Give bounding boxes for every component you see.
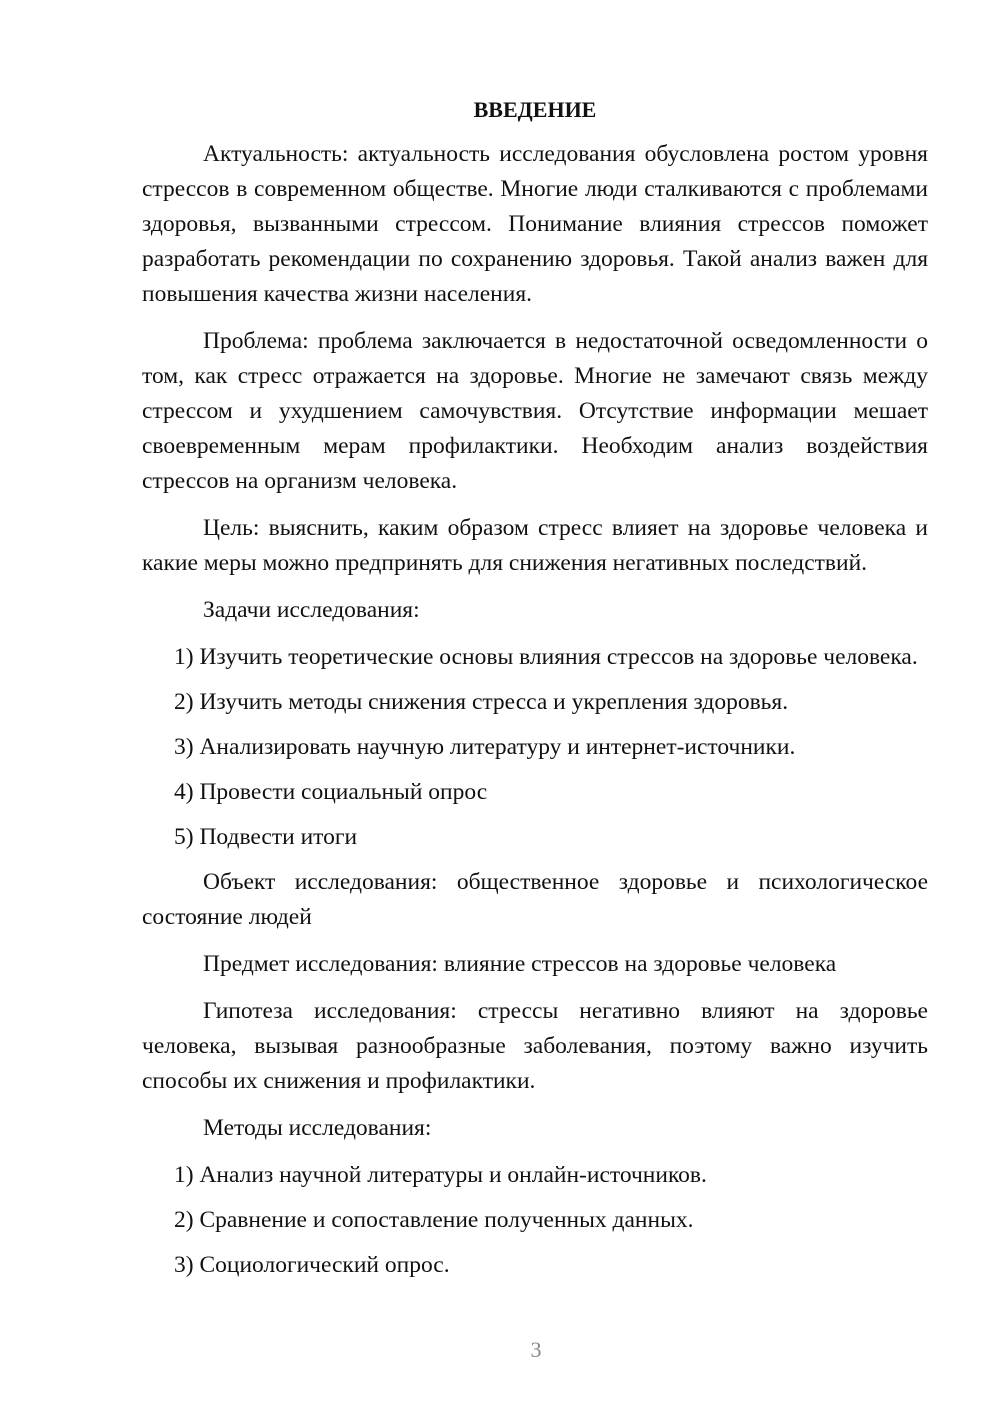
task-item: 2) Изучить методы снижения стресса и укрепления здоровья.	[174, 689, 789, 715]
methods-heading: Методы исследования:	[203, 1115, 432, 1141]
problem-paragraph: Проблема: проблема заключается в недостаточной осведомленности о том, как стресс отражается на здоровье. Многие не замечают связь между стрессом и ухудшением самочувствия. Отсутствие информации мешает своевременным мерам профилактики. Необходим анализ воздействия стрессов на организм человека.	[142, 328, 928, 494]
task-item: 4) Провести социальный опрос	[174, 779, 488, 805]
task-item: 3) Анализировать научную литературу и интернет-источники.	[174, 734, 796, 760]
task-item: 1) Изучить теоретические основы влияния стрессов на здоровье человека.	[174, 644, 918, 670]
goal-paragraph: Цель: выяснить, каким образом стресс влияет на здоровье человека и какие меры можно предпринять для снижения негативных последствий.	[142, 515, 928, 576]
task-item: 5) Подвести итоги	[174, 824, 358, 850]
method-item: 3) Социологический опрос.	[174, 1252, 450, 1278]
method-item: 2) Сравнение и сопоставление полученных данных.	[174, 1207, 694, 1233]
subject-paragraph: Предмет исследования: влияние стрессов на здоровье человека	[203, 951, 837, 977]
relevance-paragraph: Актуальность: актуальность исследования обусловлена ростом уровня стрессов в современном обществе. Многие люди сталкиваются с проблемами здоровья, вызванными стрессом. Понимание влияния стрессов поможет разработать рекомендации по сохранению здоровья. Такой анализ важен для повышения качества жизни населения.	[142, 141, 928, 307]
page-content	[142, 92, 928, 1293]
section-heading: ВВЕДЕНИЕ	[473, 97, 597, 122]
object-paragraph: Объект исследования: общественное здоровье и психологическое состояние людей	[142, 869, 928, 930]
method-item: 1) Анализ научной литературы и онлайн-источников.	[174, 1162, 707, 1188]
hypothesis-paragraph: Гипотеза исследования: стрессы негативно влияют на здоровье человека, вызывая разнообразные заболевания, поэтому важно изучить способы их снижения и профилактики.	[142, 998, 928, 1094]
tasks-heading: Задачи исследования:	[203, 597, 420, 623]
page-number: 3	[530, 1337, 542, 1362]
